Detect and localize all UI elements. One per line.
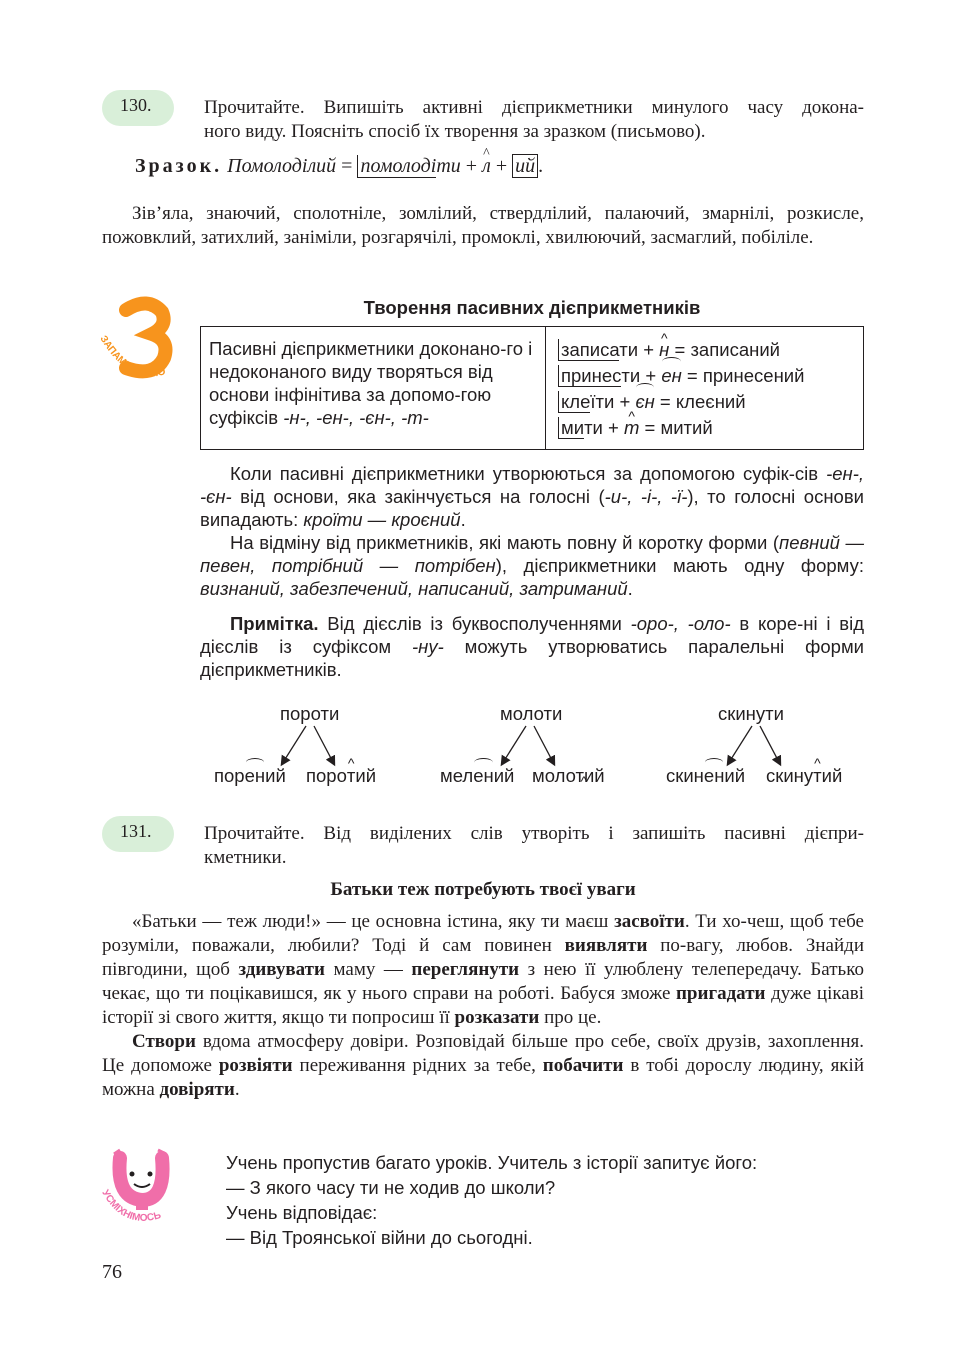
example-root: принес [558,365,621,387]
text-run: мел [440,765,474,786]
text-run: молот [532,765,584,786]
pair-right-form [766,764,842,787]
sample-word: Помолоділий [227,155,337,177]
text-run: в тобі дорослу людину, якій можна [102,1055,864,1100]
rule-text-cell [201,327,546,450]
text-run: переживання рідних за тебе, [292,1055,543,1076]
pair-group [200,702,420,792]
text-title: Батьки теж потребують твоєї уваги [330,879,636,900]
exercise-number: 131. [120,821,152,841]
text-run: про це. [539,1007,602,1028]
exercise-number: 130. [120,95,152,115]
highlighted-word: переглянути [411,959,520,980]
instruction-line: Прочитайте. Від виділених слів утворіть і запишіть пасивні дієпри- [204,823,864,844]
example-suffix: ен [661,363,681,389]
exercise-130-words: Зів’яла, знаючий, сполотніле, зомлілий, ствердлілий, палаючий, змарнілі, розкисле, пожовклий, затихлий, заніміли, розгарячілі, промоклі, хвилюючий, засмаглий, побіліле. [102,203,864,248]
highlighted-word: пригадати [675,983,766,1004]
text-run: «Батьки — теж люди!» — це основна істина, яку ти маєш [132,911,615,932]
text-run: ий [724,765,746,786]
instruction-line: кметники. [204,847,287,868]
suffix-mark: ен [473,765,494,786]
joke-line: Учень пропустив багато уроків. Учитель з історії запитує його: [226,1152,758,1173]
text-run: На відміну від прикметників, які мають повну й коротку форми ( [230,532,780,553]
text-run: ий [355,765,377,786]
page-number: 76 [102,1261,122,1283]
example-suffix: єн [635,389,654,415]
text-paragraph [102,910,864,1030]
text-run: в коре-ні і від дієслів із суфіксом [200,613,864,657]
text-run: скину [766,765,814,786]
highlighted-word: засвоїти [614,911,685,932]
example-result: = принесений [681,365,805,386]
rule-paragraph [200,462,864,531]
pair-group [424,702,644,792]
text-run: дуже цікаві історії зі свого життя, якщо ти попросиш її [102,983,864,1028]
text-run: певний — певен, потрібний — потрібен [200,532,864,576]
text-run: по-вагу, любов. Знайди півгодини, щоб [102,935,864,980]
text-run: . [627,578,633,599]
exercise-130-instruction [204,96,864,144]
plus-sign: + [602,417,624,438]
text-paragraph [102,1030,864,1102]
rule-example [558,415,855,441]
text-run: визнаний, забезпечений, написаний, затриманий [200,578,628,599]
joke-line: Учень відповідає: [226,1202,378,1223]
sample-base-tail: ти [436,155,461,177]
highlighted-word: здивувати [238,959,325,980]
example-result: = клеєний [654,391,746,412]
rule-examples-cell [546,327,864,450]
remember-digit-icon [96,292,192,392]
example-suffix: ^ т [624,415,639,441]
text-run: о [336,765,347,786]
rule-example [558,337,855,363]
sample-label: Зразок. [135,155,223,177]
suffix-mark: ^ т [347,764,355,787]
text-run: скин [666,765,704,786]
text-run: -ен-, -єн- [200,463,864,507]
suffix-mark: ен [703,765,725,786]
joke-line: — З якого часу ти не ходив до школи? [226,1177,556,1198]
text-run: ий [821,765,843,786]
plus-sign: + [490,155,513,177]
example-tail: ти [584,417,603,438]
remember-icon [96,292,192,392]
equals-sign: = [336,155,358,177]
text-run: від основи, яка закінчується на голосні ( [231,486,605,507]
pair-right-form [306,764,376,787]
parallel-forms-diagram [200,702,864,792]
split-arrows-icon [490,724,570,768]
exercise-131-instruction [204,822,864,870]
text-run: -ну- [411,636,444,657]
pair-verb: скинути [718,703,784,724]
text-run: Коли пасивні дієприкметники утворюються за допомогою суфік-сів [230,463,827,484]
suffix-mark: ^ т [813,764,821,787]
pair-verb: пороти [280,703,340,724]
rule-table [200,326,864,450]
text-run: ий [265,765,286,786]
example-suffix: ^ н [659,337,669,363]
text-run: . Ти хо-чеш, щоб тебе розуміли, поважали, любили? Тоді й сам повинен [102,911,864,956]
text-run: . [460,509,466,530]
example-tail: ти [619,339,639,360]
rule-example [558,389,855,415]
rule-text: Пасивні дієприкметники доконано-го і недоконаного виду творяться від основи інфінітива за допомо-гою суфіксів [209,338,533,428]
exercise-number-badge [102,90,174,126]
text-run: ), дієприкметники мають одну форму: [495,555,864,576]
pair-right-form [532,764,605,787]
text-run: кроїти — кроєний [303,509,461,530]
rule-paragraphs [200,462,864,681]
remember-icon-label: ЗАПАМ'ЯТАЙМО [97,333,167,380]
text-run: -и-, -і-, -ї- [604,486,688,507]
highlighted-word: Створи [132,1031,196,1052]
sample-dot: . [538,155,544,177]
plus-sign: + [638,339,660,360]
text-run: з нею її улюблену телепередачу. Батько чекає, що ти поцікавишся, як у нього справи на роботі. Бабуся зможе [102,959,864,1004]
pair-group [652,702,864,792]
example-tail: ї [590,391,596,412]
highlighted-word: довіряти [159,1079,235,1100]
text-run: вдома атмосферу довіри. Розповідай більше про себе, своїх друзів, захоплення. Це допоможе [102,1031,864,1076]
instruction-line: Прочитайте. Випишіть активні дієприкметники минулого часу докона- [204,97,864,118]
highlighted-word: виявляти [564,935,648,956]
text-run: -оро-, -оло- [630,613,731,634]
pair-left-form [666,764,745,787]
note-paragraph [200,612,864,681]
sample-suffix: ^ л [482,153,491,179]
example-tail: ти [621,365,641,386]
plus-sign: + [460,155,483,177]
highlighted-word: розвіяти [218,1055,293,1076]
example-root: записа [558,339,619,361]
split-arrows-icon [716,724,796,768]
rule-paragraph [200,531,864,600]
sample-base: помолоді [357,155,436,178]
text-run: ий [493,765,515,786]
example-tail: ти [595,391,615,412]
split-arrows-icon [270,724,350,768]
exercise-number-badge [102,816,174,852]
example-root: кле [558,391,590,413]
highlighted-word: розказати [454,1007,540,1028]
smile-icon [98,1148,188,1232]
pair-left-form [440,764,514,787]
example-root: ми [558,417,584,439]
plus-sign: + [640,365,662,386]
smile-icon-label: УСМІХНІМОСЬ [99,1188,163,1224]
text-run: маму — [324,959,412,980]
example-result: = записаний [669,339,780,360]
text-run: пор [214,765,245,786]
remember-title: Творення пасивних дієприкметників [363,297,701,318]
joke-line: — Від Троянської війни до сьогодні. [226,1227,533,1248]
text-run: можуть утворюватись паралельні форми дієприкметників. [200,636,865,680]
rule-suffixes: -н-, -ен-, -єн-, -т- [283,407,429,428]
pair-verb: молоти [500,703,563,724]
suffix-mark: ен [244,765,266,786]
sample-ending: ий [512,154,538,178]
note-label: Примітка. [230,613,319,634]
text-run: . [234,1079,240,1100]
text-run: Від дієслів із буквосполученнями [318,613,631,634]
exercise-131-text [102,910,864,1102]
joke-text [226,1150,866,1250]
instruction-line: ного виду. Поясніть спосіб їх творення за зразком (письмово). [204,121,706,142]
rule-example [558,363,855,389]
example-result: = митий [639,417,713,438]
smile-letter-icon [98,1148,188,1232]
plus-sign: + [614,391,636,412]
text-run: ий [583,765,605,786]
sample-line [135,153,543,179]
text-run: ), то голосні основи випадають: [200,486,864,530]
pair-left-form [214,764,286,787]
text-run: пор [306,765,337,786]
highlighted-word: побачити [542,1055,624,1076]
